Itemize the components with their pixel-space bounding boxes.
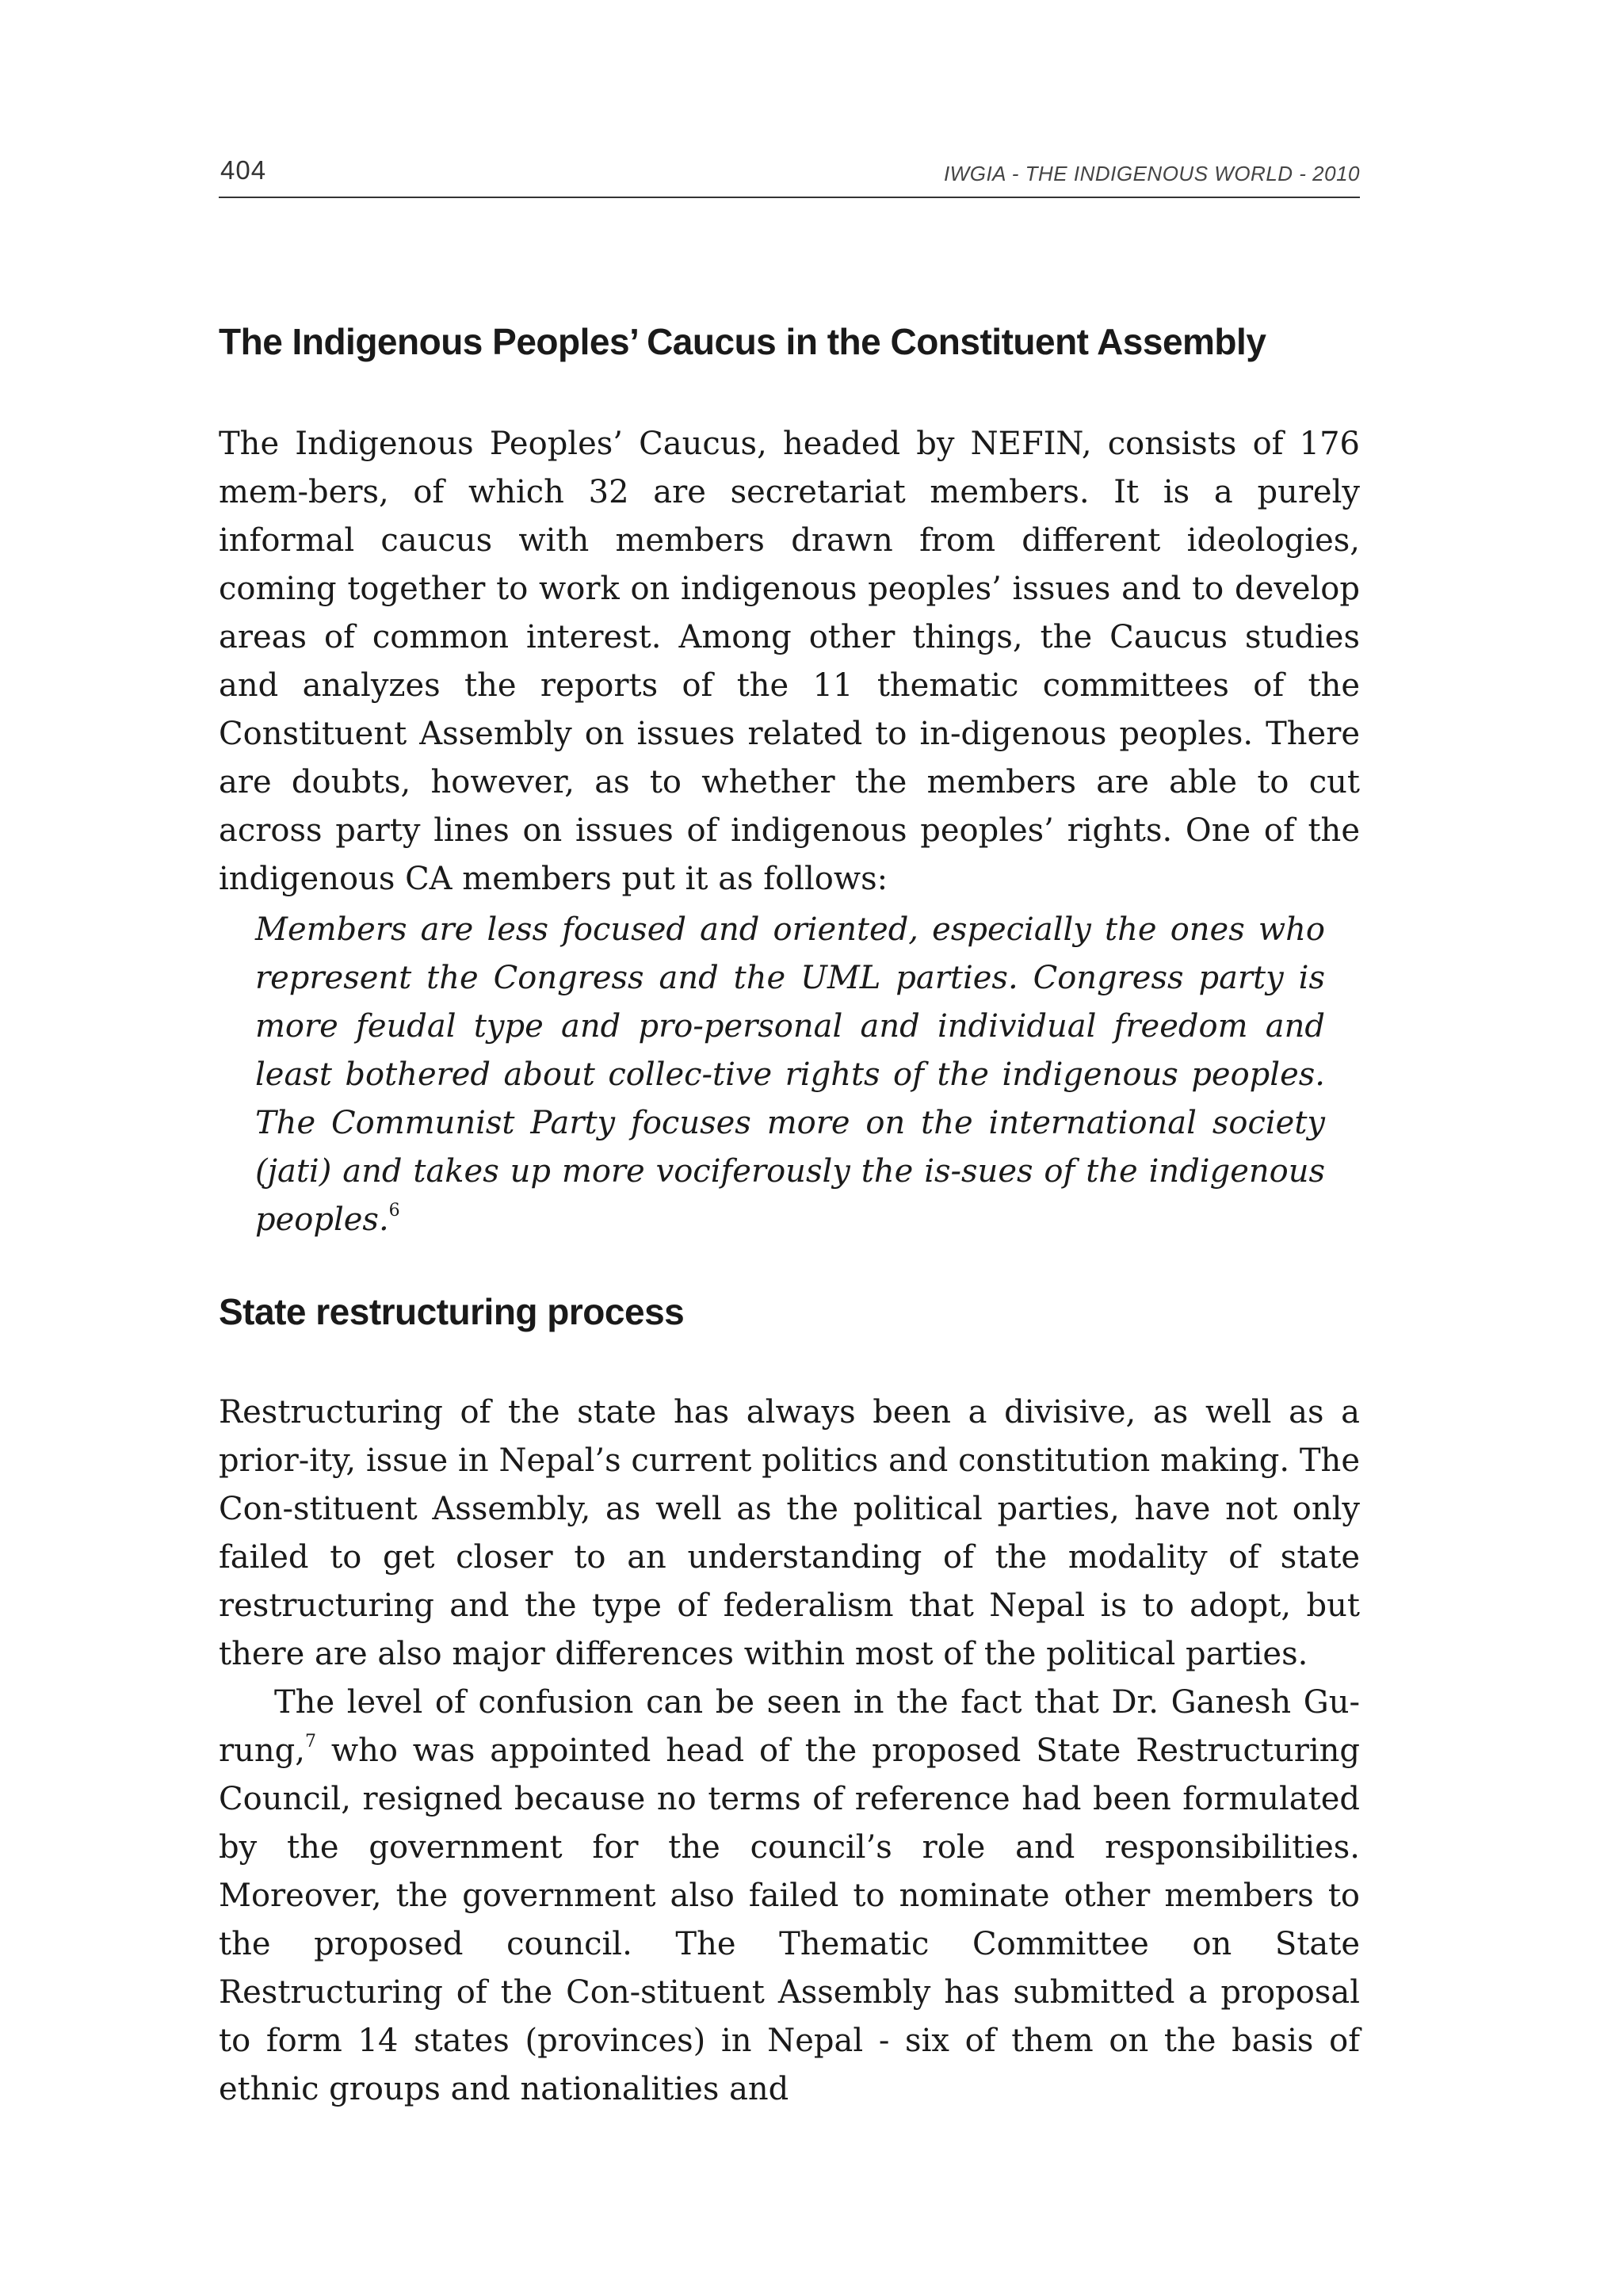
block-quote-text: Members are less focused and oriented, especially the ones who represent the Congress and the UML parties. Congress party is more feudal type and pro-personal and individual freedom and least bothered about collec-tive rights of the indigenous peoples. The Communist Party focuses more on the international society (jati) and takes up more vociferously the is-sues of the indigenous peoples.	[255, 911, 1325, 1238]
footnote-marker-6[interactable]: 6	[388, 1201, 400, 1221]
state-restructuring-paragraph-1: Restructuring of the state has always been a divisive, as well as a prior-ity, issue in Nepal’s current politics and constitution making. The Con-stituent Assembly, as well as the political parties, have not only failed to get closer to an understanding of the modality of state restructuring and the type of federalism that Nepal is to adopt, but there are also major differences within most of the political parties.	[219, 1394, 1360, 1672]
block-quote	[255, 906, 1325, 1244]
paragraph-2-rest: who was appointed head of the proposed State Restructuring Council, resigned because no terms of reference had been formulated by the government for the council’s role and responsibilities. Moreover, the government also failed to nominate other members to the proposed council. The Thematic Committee on State Restructuring of the Con-stituent Assembly has submitted a proposal to form 14 states (provinces) in Nepal - six of them on the basis of ethnic groups and nationalities and	[219, 1733, 1360, 2107]
section-heading-state-restructuring: State restructuring process	[219, 1291, 685, 1332]
document-page	[219, 0, 1360, 2296]
running-title: IWGIA - THE INDIGENOUS WORLD - 2010	[943, 162, 1360, 185]
paragraph-2-start: The level of confusion can be seen in the fact that Dr. Ganesh Gu-rung,	[219, 1684, 1360, 1769]
caucus-paragraph: The Indigenous Peoples’ Caucus, headed by NEFIN, consists of 176 mem-bers, of which 32 are secretariat members. It is a purely informal caucus with members drawn from different ideologies, coming together to work on indigenous peoples’ issues and to develop areas of common interest. Among other things, the Caucus studies and analyzes the reports of the 11 thematic committees of the Constituent Assembly on issues related to in-digenous peoples. There are doubts, however, as to whether the members are able to cut across party lines on issues of indigenous peoples’ rights. One of the indigenous CA members put it as follows:	[219, 426, 1360, 897]
page-number: 404	[220, 155, 267, 185]
footnote-marker-7[interactable]: 7	[304, 1732, 316, 1752]
running-header	[219, 155, 1360, 198]
section-heading-caucus: The Indigenous Peoples’ Caucus in the Constituent Assembly	[219, 321, 1266, 362]
state-restructuring-paragraph-2	[219, 1679, 1360, 2114]
